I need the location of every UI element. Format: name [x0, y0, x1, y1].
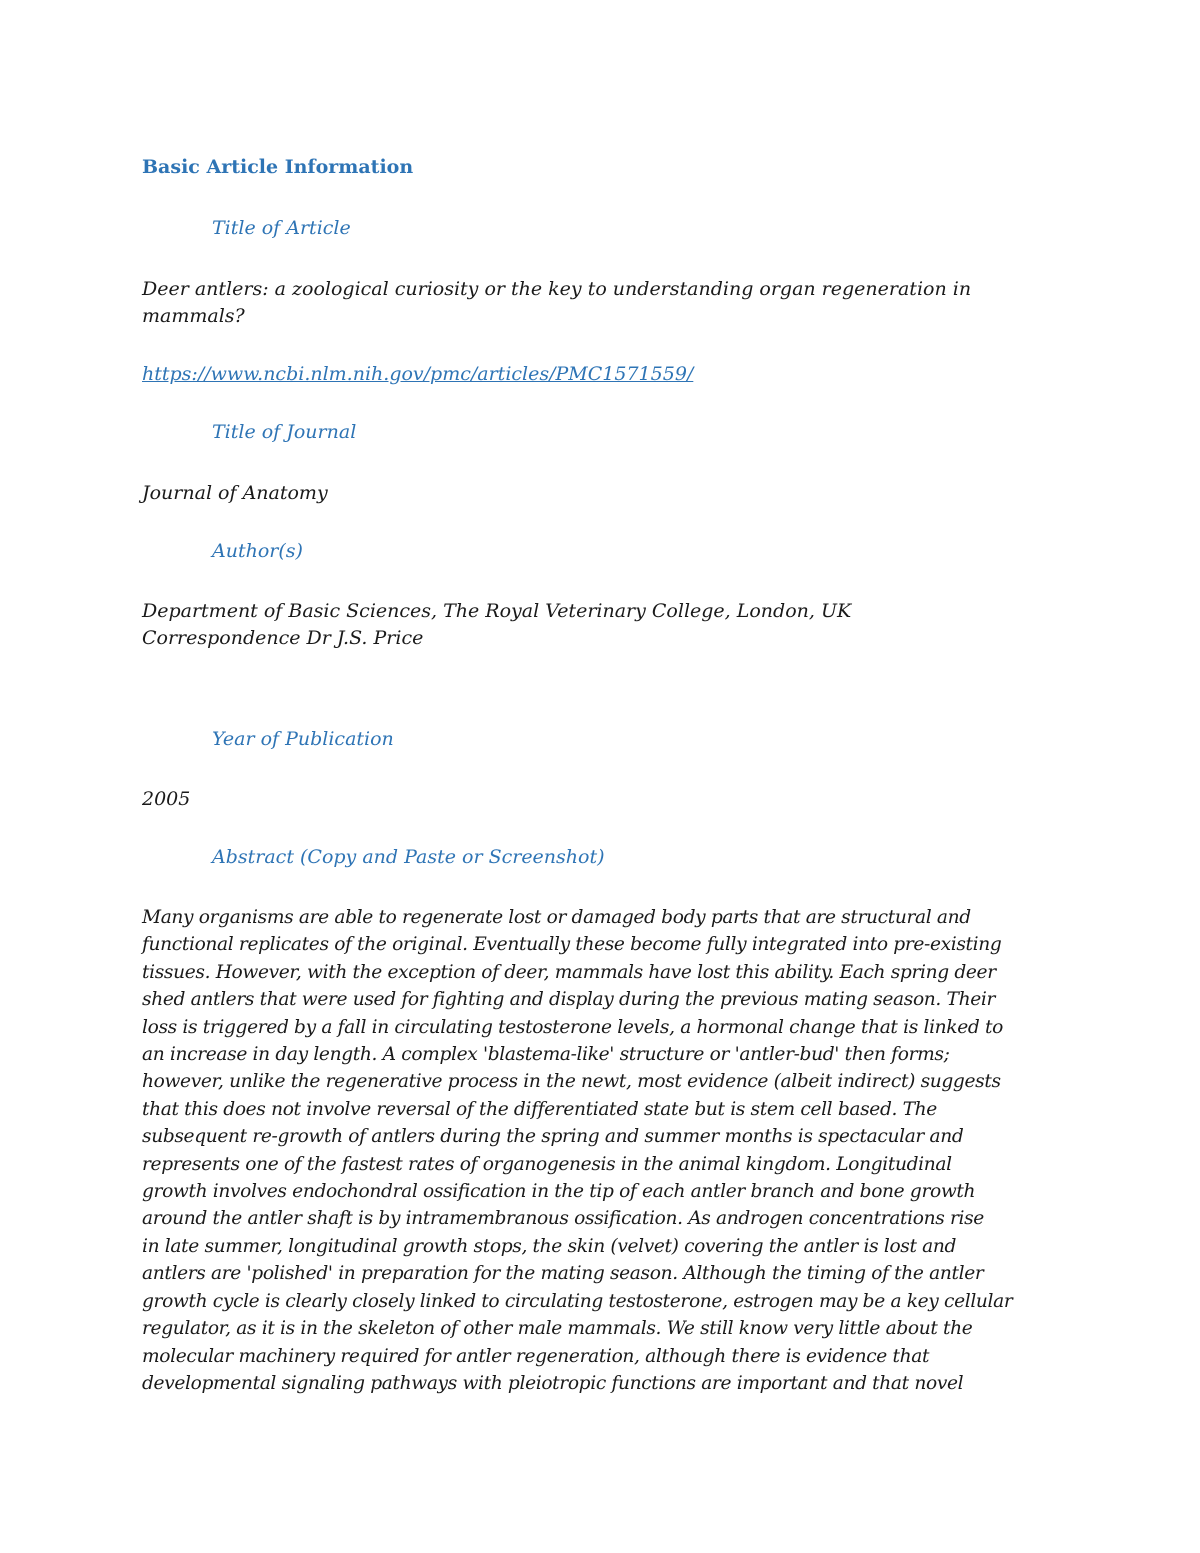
year-of-publication-label: Year of Publication	[212, 728, 394, 750]
authors-value	[142, 598, 851, 653]
abstract-line: developmental signaling pathways with pleiotropic functions are important and that novel	[142, 1372, 964, 1394]
abstract-line: antlers are 'polished' in preparation for the mating season. Although the timing of the antler	[142, 1263, 984, 1285]
abstract-line: molecular machinery required for antler regeneration, although there is evidence that	[142, 1345, 930, 1367]
abstract-line: functional replicates of the original. Eventually these become fully integrated into pre-existing	[142, 934, 1002, 956]
year-value: 2005	[142, 788, 191, 810]
abstract-line: shed antlers that were used for fighting and display during the previous mating season. Their	[142, 989, 996, 1011]
abstract-line: an increase in day length. A complex 'blastema-like' structure or 'antler-bud' then forms;	[142, 1044, 950, 1066]
main-heading: Basic Article Information	[142, 156, 414, 178]
abstract-line: loss is triggered by a fall in circulating testosterone levels, a hormonal change that is linked to	[142, 1016, 1003, 1038]
authors-line-1: Department of Basic Sciences, The Royal Veterinary College, London, UK	[142, 600, 852, 622]
abstract-line: growth cycle is clearly closely linked to circulating testosterone, estrogen may be a key cellular	[142, 1290, 1013, 1312]
title-of-journal-label: Title of Journal	[212, 421, 357, 443]
abstract-line: that this does not involve reversal of the differentiated state but is stem cell based. The	[142, 1098, 937, 1120]
abstract-line: however, unlike the regenerative process in the newt, most evidence (albeit indirect) suggests	[142, 1071, 1001, 1093]
abstract-line: growth involves endochondral ossification in the tip of each antler branch and bone growth	[142, 1181, 976, 1203]
abstract-text	[142, 904, 1072, 1397]
abstract-label: Abstract (Copy and Paste or Screenshot)	[212, 846, 605, 868]
abstract-line: in late summer, longitudinal growth stops, the skin (velvet) covering the antler is lost and	[142, 1235, 957, 1257]
article-title-line-2: mammals?	[142, 305, 245, 328]
abstract-line: Many organisms are able to regenerate lost or damaged body parts that are structural and	[142, 907, 971, 928]
article-link[interactable]: https://www.ncbi.nlm.nih.gov/pmc/articles/PMC1571559/	[142, 363, 694, 385]
article-title-line-1: Deer antlers: a zoological curiosity or the key to understanding organ regeneration in	[142, 278, 972, 300]
abstract-line: subsequent re-growth of antlers during the spring and summer months is spectacular and	[142, 1126, 964, 1148]
abstract-line: around the antler shaft is by intramembranous ossification. As androgen concentrations rise	[142, 1208, 984, 1230]
abstract-line: tissues. However, with the exception of deer, mammals have lost this ability. Each spring deer	[142, 961, 996, 983]
article-title-value	[142, 276, 971, 331]
journal-value: Journal of Anatomy	[142, 482, 328, 504]
authors-label: Author(s)	[212, 540, 303, 562]
title-of-article-label: Title of Article	[212, 217, 351, 239]
abstract-line: represents one of the fastest rates of organogenesis in the animal kingdom. Longitudinal	[142, 1153, 952, 1175]
abstract-line: regulator, as it is in the skeleton of other male mammals. We still know very little about the	[142, 1318, 973, 1340]
authors-line-2: Correspondence Dr J.S. Price	[142, 627, 424, 650]
